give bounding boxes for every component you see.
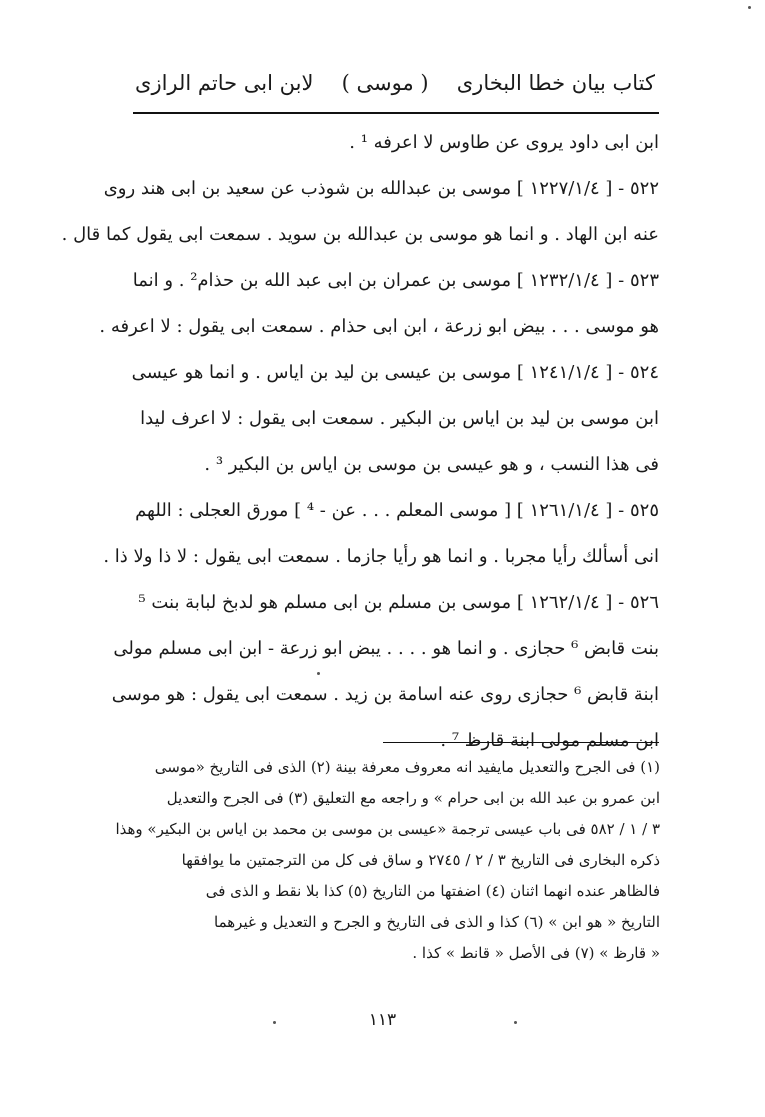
- scan-speck: [514, 1021, 517, 1024]
- footnote-line: ذكره البخارى فى التاريخ ٣ / ٢ / ٢٧٤٥ و ساق فى كل من الترجمتين ما يوافقها: [181, 851, 660, 869]
- text-line: هو موسى . . . بيض ابو زرعة ، ابن ابى حذام . سمعت ابى يقول : لا اعرفه .: [99, 316, 659, 337]
- entry-526-line: ٥٢٦ - [ ١٢٦٢/١/٤ ] موسى بن مسلم بن ابى مسلم هو لدبخ لبابة بنت ⁵: [138, 592, 659, 613]
- footnote-line: ٣ / ١ / ٥٨٢ فى باب عيسى ترجمة «عيسى بن موسى بن محمد بن اياس بن البكير» وهذا: [115, 820, 660, 838]
- entry-522-line: ٥٢٢ - [ ١٢٢٧/١/٤ ] موسى بن عبدالله بن شوذب عن سعيد بن ابى هند روى: [103, 178, 659, 199]
- footnote-line: (١) فى الجرح والتعديل مايفيد انه معروف معرفة بينة (٢) الذى فى التاريخ «موسى: [154, 758, 660, 776]
- entry-524-line: ٥٢٤ - [ ١٢٤١/١/٤ ] موسى بن عيسى بن ليد بن اياس . و انما هو عيسى: [131, 362, 659, 383]
- scan-speck: [317, 672, 320, 675]
- scan-speck: [273, 1021, 276, 1024]
- text-line: ابنة قابض ⁶ حجازى روى عنه اسامة بن زيد . سمعت ابى يقول : هو موسى: [111, 684, 659, 705]
- text-line: ابن موسى بن ليد بن اياس بن البكير . سمعت ابى يقول : لا اعرف ليدا: [140, 408, 659, 429]
- header-author: لابن ابى حاتم الرازى: [135, 71, 314, 95]
- running-header: [135, 62, 655, 104]
- text-line: ابن مسلم مولى ابنة قارظ ⁷ .: [440, 730, 659, 751]
- footnote-line: فالظاهر عنده انهما اثنان (٤) اضفتها من التاريخ (٥) كذا بلا نقط و الذى فى: [205, 882, 660, 900]
- entry-525-line: ٥٢٥ - [ ١٢٦١/١/٤ ] [ موسى المعلم . . . عن - ⁴ ] مورق العجلى : اللهم: [135, 500, 659, 521]
- text-line: عنه ابن الهاد . و انما هو موسى بن عبدالله بن سويد . سمعت ابى يقول كما قال .: [61, 224, 659, 245]
- header-section: ( موسى ): [341, 71, 429, 95]
- text-line: بنت قابض ⁶ حجازى . و انما هو . . . . يبض ابو زرعة - ابن ابى مسلم مولى: [113, 638, 659, 659]
- scan-speck: [748, 6, 751, 9]
- footnote-divider: [383, 742, 659, 743]
- footnote-line: « قارظ » (٧) فى الأصل « قانط » كذا .: [412, 944, 660, 962]
- footnotes: [115, 752, 660, 969]
- entry-523-line: ٥٢٣ - [ ١٢٣٢/١/٤ ] موسى بن عمران بن ابى عبد الله بن حذام² . و انما: [132, 270, 659, 291]
- footnote-line: ابن عمرو بن عبد الله بن ابى حرام » و راجعه مع التعليق (٣) فى الجرح والتعديل: [166, 789, 660, 807]
- page-number: ١١٣: [368, 1010, 397, 1030]
- text-line: ابن ابى داود يروى عن طاوس لا اعرفه ¹ .: [349, 132, 659, 153]
- main-text: [61, 120, 659, 764]
- header-book-title: كتاب بيان خطا البخارى: [456, 71, 655, 95]
- text-line: انى أسألك رأيا مجربا . و انما هو رأيا جازما . سمعت ابى يقول : لا ذا ولا ذا .: [103, 546, 659, 567]
- header-divider: [133, 112, 659, 114]
- text-line: فى هذا النسب ، و هو عيسى بن موسى بن اياس بن البكير ³ .: [204, 454, 659, 475]
- footnote-line: التاريخ « هو ابن » (٦) كذا و الذى فى التاريخ و الجرح و التعديل و غيرهما: [214, 913, 660, 931]
